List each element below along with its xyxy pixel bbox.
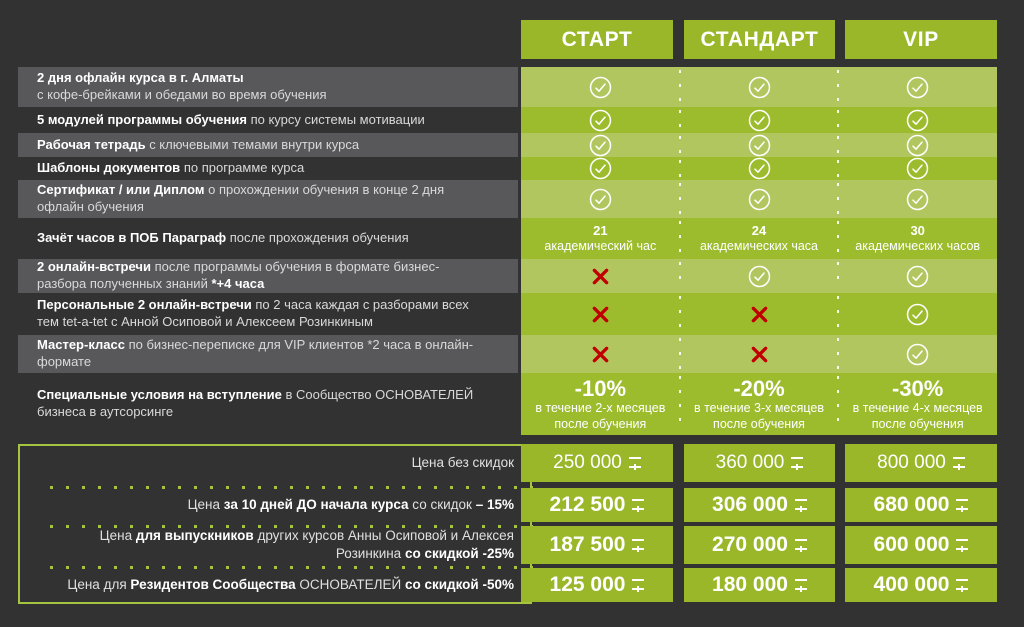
tenge-icon: [632, 579, 644, 592]
feature-value-cell: [521, 180, 680, 218]
tenge-icon: [956, 579, 968, 592]
feature-value-cell: [680, 335, 839, 373]
check-icon: [906, 188, 929, 211]
feature-label: [18, 293, 518, 335]
check-icon: [589, 188, 612, 211]
feature-label-bold: 2 дня офлайн курса в г. Алматы: [37, 70, 244, 86]
feature-value-cell: [680, 67, 839, 107]
check-icon: [748, 109, 771, 132]
hours-unit: академический час: [544, 238, 657, 253]
price-value: 400 000: [873, 573, 950, 596]
price-label-text: ОСНОВАТЕЛЕЙ: [299, 576, 402, 592]
price-label-bold: для выпускников: [135, 527, 254, 543]
feature-label-text: после программы обучения в формате бизнес-разбора полученных знаний: [37, 259, 440, 291]
tenge-icon: [629, 457, 641, 470]
feature-label-bold: Специальные условия на вступление: [37, 387, 282, 403]
feature-label: [18, 335, 518, 373]
feature-row: [18, 67, 997, 107]
price-value: 306 000: [712, 493, 788, 516]
price-box: [845, 444, 997, 482]
feature-value-cell: [838, 133, 997, 157]
feature-row: [18, 157, 997, 180]
check-icon: [748, 157, 771, 180]
price-label-text: других курсов Анны Осиповой и Алексея Розинкина: [257, 527, 514, 561]
price-label-text: со скидок: [412, 496, 472, 512]
hours-number: 30: [910, 223, 925, 239]
price-value: 680 000: [873, 493, 950, 516]
feature-label-text: с кофе-брейками и обедами во время обучения: [37, 87, 327, 102]
hours-number: 24: [751, 223, 767, 239]
price-label-bold: со скидкой -50%: [404, 576, 514, 592]
feature-value-cell: [680, 107, 839, 133]
price-box: [684, 488, 835, 522]
feature-label: [18, 133, 518, 157]
price-label-text: Цена: [99, 527, 133, 543]
feature-label: [18, 157, 518, 180]
check-icon: [906, 303, 929, 326]
check-icon: [589, 157, 612, 180]
price-box: [684, 568, 835, 602]
discount-period: в течение 4-х месяцев после обучения: [852, 401, 983, 431]
price-box: [521, 568, 673, 602]
feature-label-bold: 2 онлайн-встречи: [37, 259, 151, 275]
tenge-icon: [956, 499, 968, 512]
price-section: [0, 444, 1024, 604]
check-icon: [906, 109, 929, 132]
price-label-bold: за 10 дней ДО начала курса: [223, 496, 409, 512]
feature-value-cell: [521, 67, 680, 107]
feature-label: [18, 259, 518, 293]
tenge-icon: [791, 457, 803, 470]
hours-unit: академических часов: [855, 238, 981, 253]
feature-label-text: по программе курса: [183, 160, 305, 176]
tenge-icon: [956, 539, 968, 552]
feature-discount-cell: [838, 373, 997, 435]
hours-number: 21: [593, 223, 608, 239]
tenge-icon: [795, 539, 807, 552]
cross-icon: [751, 346, 768, 363]
tier-header-start: СТАРТ: [521, 20, 673, 59]
check-icon: [906, 76, 929, 99]
check-icon: [748, 265, 771, 288]
feature-value-cell: [521, 157, 680, 180]
price-label-bold: со скидкой -25%: [404, 546, 514, 561]
discount-percent: -30%: [892, 375, 944, 401]
feature-value-cell: [838, 180, 997, 218]
feature-row: [18, 373, 997, 435]
price-value: 270 000: [712, 533, 788, 556]
price-box: [845, 568, 997, 602]
feature-hours-cell: [838, 218, 997, 259]
price-row-label: [32, 568, 514, 602]
price-box: [684, 444, 835, 482]
hours-unit: академических часа: [699, 238, 819, 253]
feature-label-bold: *+4 часа: [211, 276, 265, 291]
feature-value-cell: [838, 67, 997, 107]
feature-value-cell: [521, 293, 680, 335]
check-icon: [589, 134, 612, 157]
feature-label-bold: Мастер-класс: [37, 337, 125, 353]
price-value: 250 000: [553, 452, 622, 473]
price-box: [521, 526, 673, 564]
feature-value-cell: [521, 259, 680, 293]
tenge-icon: [795, 579, 807, 592]
feature-value-cell: [521, 335, 680, 373]
feature-label: [18, 180, 518, 218]
feature-label-bold: Зачёт часов в ПОБ Параграф: [37, 230, 227, 246]
price-box: [845, 488, 997, 522]
cross-icon: [592, 346, 609, 363]
feature-label: [18, 373, 518, 435]
feature-value-cell: [521, 107, 680, 133]
price-row-label: [32, 526, 514, 564]
feature-value-cell: [680, 293, 839, 335]
tier-header-standart: СТАНДАРТ: [684, 20, 835, 59]
discount-percent: -20%: [733, 375, 785, 401]
price-label-text: Цена без скидок: [411, 454, 514, 470]
price-label-text: Цена: [187, 496, 221, 512]
tenge-icon: [953, 457, 965, 470]
check-icon: [748, 134, 771, 157]
cross-icon: [592, 306, 609, 323]
feature-label: [18, 218, 518, 259]
check-icon: [906, 134, 929, 157]
feature-label-bold: Рабочая тетрадь: [37, 136, 146, 152]
feature-value-cell: [680, 180, 839, 218]
feature-label-text: о прохождении обучения в конце 2 дня офлайн обучения: [37, 182, 445, 214]
price-row-label: [32, 488, 514, 522]
feature-row: [18, 335, 997, 373]
check-icon: [906, 265, 929, 288]
feature-label-bold: Персональные 2 онлайн-встречи: [37, 297, 252, 313]
feature-table: [18, 67, 997, 435]
price-value: 800 000: [877, 452, 946, 473]
feature-label-text: по 2 часа каждая с разборами всех тем tet-a-tet с Анной Осиповой и Алексеем Розинкиным: [37, 297, 469, 329]
price-value: 187 500: [549, 533, 626, 556]
check-icon: [906, 343, 929, 366]
price-row-label: [32, 444, 514, 482]
feature-row: [18, 133, 997, 157]
feature-label: [18, 107, 518, 133]
feature-row: [18, 107, 997, 133]
feature-label-bold: 5 модулей программы обучения: [37, 111, 247, 127]
feature-label-text: по курсу системы мотивации: [250, 111, 425, 127]
feature-label-bold: Сертификат / или Диплом: [37, 182, 205, 198]
feature-label: [18, 67, 518, 107]
tenge-icon: [632, 539, 644, 552]
feature-row: [18, 259, 997, 293]
feature-value-cell: [521, 133, 680, 157]
discount-period: в течение 2-х месяцев после обучения: [535, 401, 666, 431]
tenge-icon: [632, 499, 644, 512]
feature-label-text: после прохождения обучения: [229, 230, 409, 246]
check-icon: [589, 76, 612, 99]
price-label-bold: Резидентов Сообщества: [130, 576, 296, 592]
feature-row: [18, 218, 997, 259]
feature-value-cell: [680, 157, 839, 180]
feature-value-cell: [838, 157, 997, 180]
price-value: 212 500: [549, 493, 626, 516]
price-value: 360 000: [715, 452, 785, 473]
price-value: 180 000: [712, 573, 788, 596]
check-icon: [748, 188, 771, 211]
feature-discount-cell: [680, 373, 839, 435]
price-value: 600 000: [873, 533, 950, 556]
feature-value-cell: [680, 259, 839, 293]
price-box: [521, 444, 673, 482]
discount-period: в течение 3-х месяцев после обучения: [693, 401, 825, 431]
feature-label-text: с ключевыми темами внутри курса: [149, 136, 360, 152]
cross-icon: [592, 268, 609, 285]
feature-value-cell: [838, 293, 997, 335]
price-box: [684, 526, 835, 564]
feature-label-text: по бизнес-переписке для VIP клиентов *2 часа в онлайн-формате: [37, 337, 474, 369]
check-icon: [589, 109, 612, 132]
feature-row: [18, 180, 997, 218]
feature-row: [18, 293, 997, 335]
feature-label-bold: Шаблоны документов: [37, 160, 181, 176]
feature-value-cell: [838, 335, 997, 373]
feature-value-cell: [838, 259, 997, 293]
price-label-bold: – 15%: [475, 496, 514, 512]
tenge-icon: [795, 499, 807, 512]
price-box: [845, 526, 997, 564]
feature-label-text: в Сообщество ОСНОВАТЕЛЕЙ бизнеса в аутсорсинге: [37, 387, 474, 419]
cross-icon: [751, 306, 768, 323]
feature-value-cell: [838, 107, 997, 133]
check-icon: [748, 76, 771, 99]
tier-header-vip: VIP: [845, 20, 997, 59]
feature-discount-cell: [521, 373, 680, 435]
feature-hours-cell: [521, 218, 680, 259]
check-icon: [906, 157, 929, 180]
feature-hours-cell: [680, 218, 839, 259]
price-box: [521, 488, 673, 522]
feature-value-cell: [680, 133, 839, 157]
price-value: 125 000: [549, 573, 626, 596]
price-label-text: Цена для: [67, 576, 127, 592]
discount-percent: -10%: [574, 375, 627, 401]
